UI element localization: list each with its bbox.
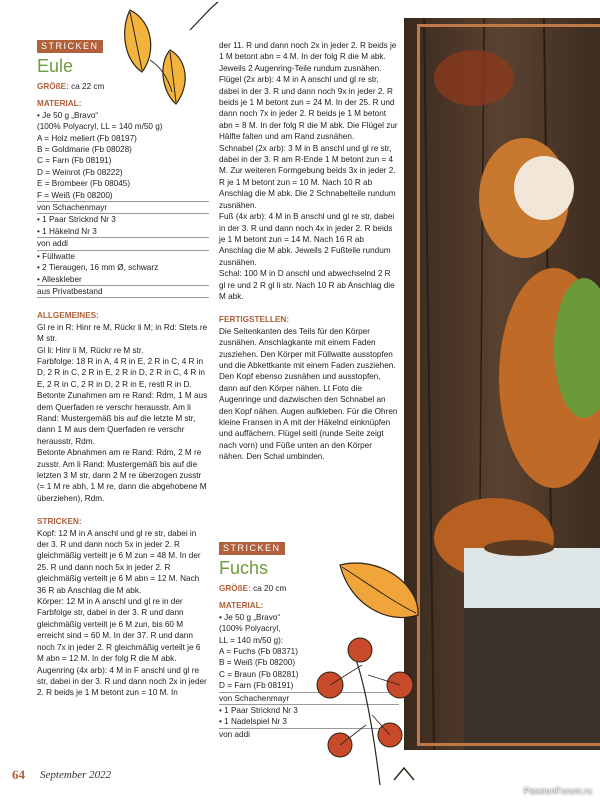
instruction-paragraph: Schnabel (2x arb): 3 M in B anschl und gl re str, dabei in der 3. R am R-Ende 1 M betont zun = 4 M. Zur weiteren Formgebung beids 3x in jeder 2. R je 1 M betont zun = 10 M. Nach 10 R ab Anschlag die M abk. Die 2 Schnabelteile rundum zusnähen. [219,143,396,210]
instruction-paragraph: Fuß (4x arb): 4 M in B anschl und gl re str, dabei in der 3. R und dann noch 4x in jeder 2. R beids je 1 M betont zun = 14 M. Nach 16 R ab Anschlag die M abk. Jeweils 2 Fußteile rundum zusnähen. [219,212,395,267]
tool-line: • 1 Nadelspiel Nr 3 [219,717,287,727]
material-line: • Je 50 g „Bravo“ [37,110,99,120]
bird-doodle-icon [392,764,422,784]
material-line: F = Weiß (Fb 08200) [37,190,113,200]
instruction-paragraph: Kopf: 12 M in A anschl und gl re str, dabei in der 3. R und dann noch 5x in jeder 2. R gleichmäßig verteilt je 6 M zun = 48 M. In der 25. R und dann noch 5x in jeder 2. R gleichmäßig verteilt je 6 M abn = 12 M. Nach 36 R ab Anschlag die M abk. [37,528,201,595]
pattern-title-eule: Eule [37,56,74,76]
size-label: GRÖßE: [37,82,69,91]
material-line: B = Weiß (Fb 08200) [219,658,296,668]
material-list [37,110,209,201]
stricken-heading: STRICKEN: [37,517,82,527]
instruction-paragraph: der 11. R und dann noch 2x in jeder 2. R beids je 1 M betont abn = 4 M. In der folg R die M abk. Jeweils 2 Augenring-Teile rundum zusnähen. [219,41,397,73]
supplier-line: von addi [37,237,209,250]
instruction-paragraph: Augenring (4x arb): 4 M in F anschl und gl re str, dabei in der 3. R und dann noch 2x in jeder 2. R beids je 1 M betont zun = 10 M. In [37,665,207,698]
material-line: C = Farn (Fb 08191) [37,156,112,166]
instruction-paragraph: Gl re in R: Hinr re M, Rückr li M; in Rd: Stets re M str. [37,322,208,344]
material-line: LL = 140 m/50 g): [219,635,284,645]
eule-column-1 [37,40,209,699]
supplier-line: von Schachenmayr [219,692,399,705]
tool-line: • 1 Paar Stricknd Nr 3 [219,706,298,716]
material-line: (100% Polyacryl, [219,624,281,634]
size-value: ca 22 cm [68,82,105,91]
instruction-paragraph: Farbfolge: 18 R in A, 4 R in E, 2 R in C, 4 R in D, 2 R in C, 2 R in E, 2 R in D, 2 R in C, 4 R in E, 2 R in C, 2 R in D, 2 R in E, restl R in D. [37,356,205,389]
instruction-paragraph: Betonte Abnahmen am re Rand: Rdm, 2 M re zusstr. Am li Rand: Mustergemäß bis auf die letzten 3 M str, dann 2 M re überzogen zusstr (= 1 M re abh, 1 M re, dann die abgehobene M überziehen), Rdm. [37,448,207,503]
extra-line: • 2 Tieraugen, 16 mm Ø, schwarz [37,263,159,273]
material-line: A = Fuchs (Fb 08371) [219,647,298,657]
instruction-paragraph: Betonte Zunahmen am re Rand: Rdm, 1 M aus dem Querfaden re verschr herausstr. Am li Rand: Mustergemäß bis auf die letzte M str, dann 1 M aus dem Querfaden re verschr herausstr, Rdm. [37,391,208,446]
tool-line: • 1 Paar Stricknd Nr 3 [37,215,116,225]
material-line: E = Brombeer (Fb 08045) [37,179,131,189]
watermark: PassionForum.ru [523,786,592,796]
pattern-title-fuchs: Fuchs [219,558,269,578]
supplier-line: von Schachenmayr [37,201,209,214]
material-heading: MATERIAL: [37,99,82,109]
material-heading: MATERIAL: [219,601,264,611]
size-value: ca 20 cm [250,584,287,593]
fertigstellen-heading: FERTIGSTELLEN: [219,315,290,325]
supplier-line: aus Privatbestand [37,285,209,298]
instruction-paragraph: Körper: 12 M in A anschl und gl re in der Farbfolge str, dabei in der 3. R und dann gleichmäßig verteilt je 6 M zun, bis 60 M erreicht sind = 60 M. In der 37. R und dann noch 7x in jeder 2. R gleichmäßig verteilt je 6 M abn = 12 M. In der folg R die M abk. [37,597,201,664]
tool-line: • 1 Häkelnd Nr 3 [37,226,97,236]
page-number: 64 [12,767,25,782]
material-line: B = Goldmarie (Fb 08028) [37,145,132,155]
size-line [37,81,209,92]
instruction-paragraph: Flügel (2x arb): 4 M in A anschl und gl re str, dabei in der 3. R und dann noch 9x in jeder 2. R beids je 1 M betont zun = 24 M. In der 25. R und dann noch 7x in jeder 2. R beids je 1 M betont abn = 8 M. In der folg R die M abk. Die Flügel zur Hälfte falten und am Rand zusnähen. [219,75,398,142]
material-line: (100% Polyacryl, LL = 140 m/50 g) [37,122,163,132]
extra-line: • Füllwatte [37,251,75,261]
material-line: D = Farn (Fb 08191) [219,681,294,691]
extra-line: • Alleskleber [37,274,82,284]
photo-frame [417,24,600,746]
issue-date: September 2022 [40,769,112,781]
instruction-paragraph: Die Seitenkanten des Teils für den Körper zusnähen. Anschlagkante mit einem Faden zusziehen. Den Körper mit Füllwatte ausstopfen und die Abkettkante mit einem Faden zusziehen. Den Kopf ebenso zusnähen und ausstopfen, dann auf den Körper nähen. Lt Foto die Augenringe und dazwischen den Schnabel an den Kopf nähen. Augen aufkleben. Für die Ohren kleine Fransen in A mit der Häkelnd einknüpfen und auffächern. Flügel seitl (runde Seite zeigt nach vorn) und Füße unten an den Körper nähen. Den Schal umbinden. [219,326,398,462]
supplier-line: von addi [219,728,399,740]
leaf-decoration-bottom [300,545,440,795]
eule-column-2 [219,40,399,463]
section-tag: STRICKEN [219,542,285,555]
material-line: A = Holz meliert (Fb 08197) [37,133,137,143]
allgemeines-heading: ALLGEMEINES: [37,311,99,321]
instruction-paragraph: Schal: 100 M in D anschl und abwechselnd 2 R gl re und 2 R gl li str. Nach 10 R ab Anschlag die M abk. [219,269,395,301]
material-line: • Je 50 g „Bravo“ [219,612,281,622]
instruction-paragraph: Gl li: Hinr li M, Rückr re M str. [37,345,144,355]
size-label: GRÖßE: [219,584,251,593]
material-line: D = Weinrot (Fb 08222) [37,167,123,177]
section-tag: STRICKEN [37,40,103,53]
material-line: C = Braun (Fb 08281) [219,669,299,679]
